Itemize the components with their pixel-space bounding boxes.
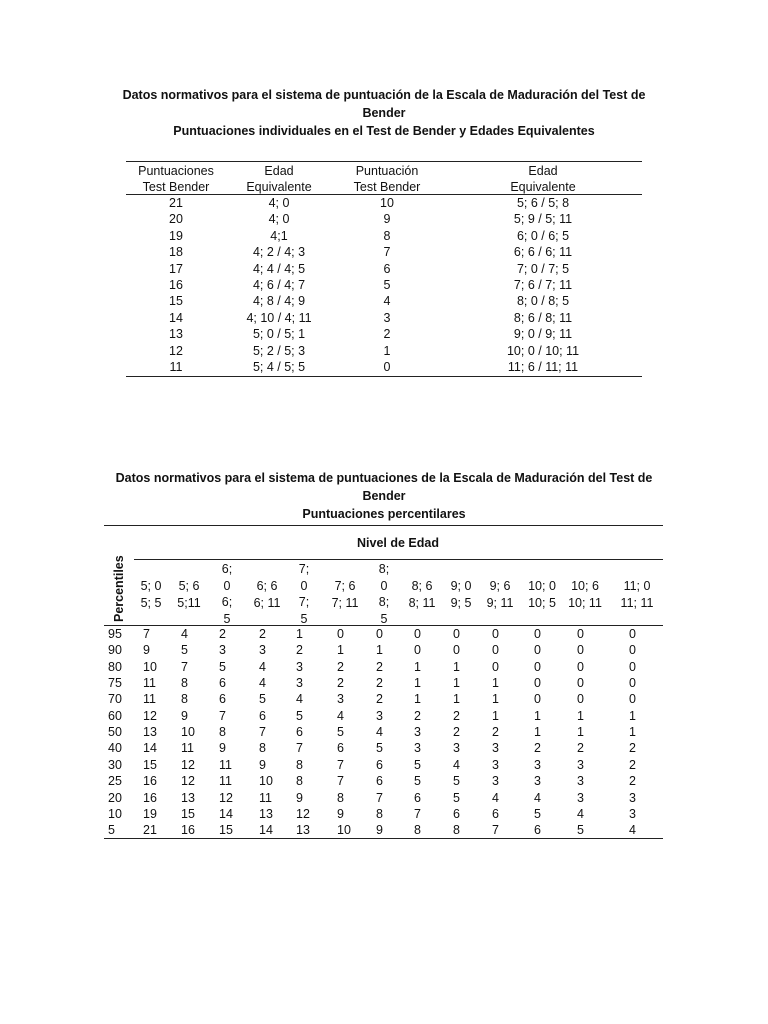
table2-percentile-cell: 70 bbox=[108, 692, 122, 707]
table2-cell: 8 bbox=[376, 806, 383, 821]
table2-cell: 4 bbox=[376, 725, 383, 740]
table2-title-line2: Bender bbox=[362, 489, 406, 503]
table2-cell: 4 bbox=[259, 659, 266, 674]
table1-cell: 4; 6 / 4; 7 bbox=[252, 278, 306, 292]
table2-cell: 2 bbox=[337, 676, 344, 691]
table1-cell: 9 bbox=[383, 212, 391, 227]
table2-cell: 1 bbox=[453, 676, 460, 691]
table2-cell: 7 bbox=[376, 790, 383, 805]
table2-cell: 1 bbox=[296, 627, 303, 641]
table2-cell: 1 bbox=[492, 708, 499, 723]
table2-cell: 7 bbox=[492, 823, 499, 838]
table2-cell: 5 bbox=[376, 741, 383, 756]
table1-cell: 4 bbox=[383, 294, 391, 309]
table2-cell: 10 bbox=[181, 725, 195, 740]
table2-cell: 2 bbox=[219, 627, 226, 641]
table2-cell: 0 bbox=[629, 627, 636, 641]
table2-age-header-col7-line4: 5 bbox=[380, 611, 388, 626]
table2-cell: 7 bbox=[337, 774, 344, 789]
table2-cell: 3 bbox=[492, 741, 499, 756]
table2-age-header-col3-line3: 6; bbox=[221, 595, 233, 609]
table1-cell: 20 bbox=[169, 212, 183, 227]
table2-age-header-col9-line2: 9; 5 bbox=[450, 595, 472, 610]
table2-percentile-cell: 10 bbox=[108, 806, 122, 821]
table1-cell: 11 bbox=[169, 360, 183, 374]
table2-age-header-col7-line1: 8; bbox=[378, 562, 390, 576]
table2-cell: 6 bbox=[296, 725, 303, 740]
table2-cell: 16 bbox=[143, 790, 157, 805]
table1-cell: 5; 6 / 5; 8 bbox=[516, 196, 570, 210]
table2-cell: 19 bbox=[143, 806, 157, 821]
table2-age-header-col4-line2: 6; 11 bbox=[253, 595, 281, 610]
table2-cell: 9 bbox=[296, 790, 303, 805]
table2-age-header-col1-line1: 5; 0 bbox=[140, 579, 162, 593]
table2-percentile-cell: 30 bbox=[108, 757, 122, 772]
table2-age-header-col9-line1: 9; 0 bbox=[450, 579, 472, 593]
table2-cell: 6 bbox=[492, 806, 499, 821]
table2-cell: 0 bbox=[414, 627, 421, 641]
table2-cell: 10 bbox=[143, 659, 157, 674]
table2-cell: 12 bbox=[143, 708, 157, 723]
table1-cell: 17 bbox=[169, 261, 183, 276]
table2-cell: 11 bbox=[143, 692, 156, 707]
table2-cell: 2 bbox=[492, 725, 499, 740]
table2-cell: 3 bbox=[577, 790, 584, 805]
table2-percentile-cell: 40 bbox=[108, 741, 122, 756]
table2-group-rule bbox=[134, 559, 663, 560]
table2-cell: 3 bbox=[296, 659, 303, 674]
table2-cell: 2 bbox=[453, 725, 460, 740]
table2-cell: 7 bbox=[259, 725, 266, 740]
table2-cell: 5 bbox=[414, 774, 421, 789]
table2-cell: 5 bbox=[259, 692, 266, 707]
table2-cell: 7 bbox=[181, 659, 188, 674]
table2-cell: 15 bbox=[181, 806, 195, 821]
table1-cell: 8; 6 / 8; 11 bbox=[513, 310, 573, 325]
table2-age-header-col6-line2: 7; 11 bbox=[331, 595, 359, 610]
table1-cell: 6; 0 / 6; 5 bbox=[516, 228, 570, 243]
table2-cell: 12 bbox=[296, 806, 310, 821]
table1-cell: 4; 0 bbox=[268, 196, 290, 210]
table2-cell: 16 bbox=[143, 774, 157, 789]
table2-cell: 5 bbox=[219, 659, 226, 674]
table2-age-header-col10-line1: 9; 6 bbox=[489, 579, 511, 593]
table1-cell: 4; 4 / 4; 5 bbox=[252, 261, 306, 276]
table2-cell: 1 bbox=[629, 708, 636, 723]
table2-cell: 1 bbox=[492, 692, 499, 707]
table2-cell: 3 bbox=[534, 774, 541, 789]
table2-cell: 13 bbox=[181, 790, 195, 805]
table2-top-rule bbox=[104, 525, 663, 526]
table2-percentiles-label: Percentiles bbox=[112, 555, 126, 622]
table2-age-header-col3-line2: 0 bbox=[223, 578, 231, 593]
table1-cell: 7 bbox=[383, 245, 391, 260]
table2-age-header-col11-line1: 10; 0 bbox=[528, 579, 556, 593]
table2-cell: 8 bbox=[337, 790, 344, 805]
table2-cell: 1 bbox=[453, 659, 460, 674]
table2-cell: 15 bbox=[219, 823, 233, 838]
table1-bottom-rule bbox=[126, 376, 642, 377]
table2-cell: 10 bbox=[337, 823, 351, 838]
table2-cell: 0 bbox=[492, 627, 499, 641]
table1-cell: 19 bbox=[169, 228, 183, 243]
table2-cell: 3 bbox=[219, 643, 226, 658]
table2-cell: 4 bbox=[296, 692, 303, 707]
table2-cell: 15 bbox=[143, 757, 157, 772]
table2-cell: 10 bbox=[259, 774, 273, 789]
table2-cell: 5 bbox=[296, 708, 303, 723]
table2-percentile-cell: 90 bbox=[108, 643, 122, 658]
table2-age-header-col2-line2: 5;11 bbox=[177, 595, 201, 610]
table2-cell: 1 bbox=[414, 676, 421, 691]
table2-title-line3: Puntuaciones percentilares bbox=[302, 507, 466, 521]
table1-header-col4-line2: Equivalente bbox=[510, 180, 576, 194]
table1-cell: 16 bbox=[169, 278, 183, 292]
table1-title-line1: Datos normativos para el sistema de puntuación de la Escala de Maduración del Test de bbox=[122, 88, 646, 102]
table2-cell: 6 bbox=[453, 806, 460, 821]
table2-cell: 6 bbox=[376, 774, 383, 789]
table2-cell: 9 bbox=[337, 806, 344, 821]
table2-cell: 3 bbox=[259, 643, 266, 658]
table2-age-header-col3-line4: 5 bbox=[223, 611, 231, 626]
table2-cell: 0 bbox=[534, 676, 541, 691]
table2-age-header-col5-line2: 0 bbox=[300, 578, 308, 593]
table2-percentile-cell: 25 bbox=[108, 774, 122, 789]
table2-age-header-col8-line1: 8; 6 bbox=[411, 579, 433, 593]
table1-cell: 8; 0 / 8; 5 bbox=[516, 294, 570, 309]
table2-cell: 13 bbox=[143, 725, 157, 740]
table2-cell: 2 bbox=[296, 643, 303, 658]
table2-cell: 0 bbox=[534, 627, 541, 641]
table2-age-header-col8-line2: 8; 11 bbox=[408, 595, 436, 610]
table2-title-line1: Datos normativos para el sistema de puntuaciones de la Escala de Maduración del Test de bbox=[115, 471, 653, 485]
table2-cell: 11 bbox=[219, 774, 232, 789]
table2-cell: 2 bbox=[534, 741, 541, 756]
table2-cell: 0 bbox=[534, 692, 541, 707]
table1-title-line2: Bender bbox=[362, 106, 406, 120]
table2-cell: 3 bbox=[534, 757, 541, 772]
table2-cell: 0 bbox=[629, 692, 636, 707]
table2-cell: 7 bbox=[337, 757, 344, 772]
table2-cell: 0 bbox=[492, 643, 499, 658]
table1-cell: 7; 0 / 7; 5 bbox=[516, 261, 570, 276]
table2-cell: 3 bbox=[414, 725, 421, 740]
table2-cell: 3 bbox=[453, 741, 460, 756]
table2-cell: 6 bbox=[376, 757, 383, 772]
table2-cell: 6 bbox=[219, 692, 226, 707]
table2-cell: 2 bbox=[453, 708, 460, 723]
table2-cell: 0 bbox=[414, 643, 421, 658]
table2-cell: 7 bbox=[414, 806, 421, 821]
table2-cell: 4 bbox=[453, 757, 460, 772]
table1-header-col1-line2: Test Bender bbox=[142, 180, 210, 194]
table1-title-line3: Puntuaciones individuales en el Test de Bender y Edades Equivalentes bbox=[173, 124, 595, 138]
table2-cell: 3 bbox=[629, 806, 636, 821]
table2-cell: 2 bbox=[376, 659, 383, 674]
table1-cell: 4; 10 / 4; 11 bbox=[246, 310, 312, 325]
table2-age-header-col3-line1: 6; bbox=[221, 562, 233, 576]
table2-percentile-cell: 80 bbox=[108, 659, 122, 674]
table2-cell: 0 bbox=[534, 659, 541, 674]
table2-cell: 5 bbox=[453, 790, 460, 805]
table2-cell: 1 bbox=[534, 725, 541, 740]
table2-age-header-col5-line4: 5 bbox=[300, 611, 308, 626]
table2-cell: 1 bbox=[534, 708, 541, 723]
table2-cell: 5 bbox=[337, 725, 344, 740]
table1-cell: 4; 8 / 4; 9 bbox=[252, 294, 306, 309]
table2-cell: 4 bbox=[629, 823, 636, 838]
table1-header-col3-line2: Test Bender bbox=[353, 180, 421, 194]
table2-cell: 5 bbox=[534, 806, 541, 821]
table2-cell: 8 bbox=[181, 692, 188, 707]
table2-cell: 1 bbox=[414, 659, 421, 674]
table2-cell: 1 bbox=[492, 676, 499, 691]
table2-age-header-col12-line1: 10; 6 bbox=[571, 579, 599, 593]
table2-cell: 12 bbox=[181, 757, 195, 772]
table1-cell: 11; 6 / 11; 11 bbox=[507, 360, 579, 374]
table2-cell: 0 bbox=[453, 643, 460, 658]
table2-cell: 6 bbox=[414, 790, 421, 805]
table2-age-header-col1-line2: 5; 5 bbox=[140, 595, 162, 610]
table2-cell: 9 bbox=[259, 757, 266, 772]
table2-age-header-col13-line2: 11; 11 bbox=[620, 595, 654, 610]
table2-cell: 4 bbox=[181, 627, 188, 641]
table2-cell: 11 bbox=[259, 790, 272, 805]
table2-cell: 2 bbox=[376, 676, 383, 691]
table1-cell: 5; 4 / 5; 5 bbox=[252, 360, 306, 374]
table2-cell: 4 bbox=[337, 708, 344, 723]
table2-percentile-cell: 75 bbox=[108, 676, 122, 691]
table2-cell: 3 bbox=[337, 692, 344, 707]
table2-cell: 2 bbox=[577, 741, 584, 756]
table2-cell: 11 bbox=[143, 676, 156, 691]
table2-age-header-col4-line1: 6; 6 bbox=[256, 579, 278, 593]
table1-header-col4-line1: Edad bbox=[528, 164, 558, 178]
table2-cell: 0 bbox=[337, 627, 344, 641]
table2-age-header-col6-line1: 7; 6 bbox=[334, 579, 356, 593]
table2-cell: 2 bbox=[629, 757, 636, 772]
table2-cell: 1 bbox=[376, 643, 383, 658]
table2-cell: 21 bbox=[143, 823, 157, 838]
table2-cell: 11 bbox=[181, 741, 194, 756]
table2-cell: 0 bbox=[629, 676, 636, 691]
table2-cell: 5 bbox=[414, 757, 421, 772]
table1-top-rule bbox=[126, 161, 642, 162]
table1-cell: 18 bbox=[169, 245, 183, 260]
table2-cell: 4 bbox=[534, 790, 541, 805]
table1-cell: 6; 6 / 6; 11 bbox=[513, 245, 573, 260]
table2-cell: 6 bbox=[534, 823, 541, 838]
table1-cell: 10; 0 / 10; 11 bbox=[506, 343, 580, 358]
table1-header-col3-line1: Puntuación bbox=[355, 164, 419, 178]
table1-cell: 4; 0 bbox=[268, 212, 290, 227]
table2-cell: 3 bbox=[414, 741, 421, 756]
table2-cell: 3 bbox=[376, 708, 383, 723]
table2-cell: 0 bbox=[577, 676, 584, 691]
table1-cell: 5; 2 / 5; 3 bbox=[252, 343, 306, 358]
table2-cell: 0 bbox=[376, 627, 383, 641]
table2-age-header-col13-line1: 11; 0 bbox=[623, 579, 651, 593]
table2-cell: 6 bbox=[219, 676, 226, 691]
table2-percentile-cell: 60 bbox=[108, 708, 122, 723]
table2-cell: 0 bbox=[629, 643, 636, 658]
table2-cell: 3 bbox=[629, 790, 636, 805]
table2-cell: 8 bbox=[259, 741, 266, 756]
table1-cell: 0 bbox=[383, 360, 391, 374]
table2-percentile-cell: 5 bbox=[108, 823, 115, 838]
table1-cell: 5; 0 / 5; 1 bbox=[252, 327, 306, 342]
table1-cell: 4; 2 / 4; 3 bbox=[252, 245, 306, 260]
table2-cell: 12 bbox=[181, 774, 195, 789]
table2-cell: 7 bbox=[143, 627, 150, 641]
table2-cell: 8 bbox=[296, 757, 303, 772]
table2-cell: 4 bbox=[492, 790, 499, 805]
table2-age-header-col2-line1: 5; 6 bbox=[178, 579, 200, 593]
table2-cell: 6 bbox=[337, 741, 344, 756]
table2-age-header-col7-line2: 0 bbox=[380, 578, 388, 593]
table2-cell: 13 bbox=[296, 823, 310, 838]
table2-percentile-cell: 95 bbox=[108, 627, 122, 641]
table1-cell: 8 bbox=[383, 228, 391, 243]
table1-header-col2-line1: Edad bbox=[264, 164, 294, 178]
table2-cell: 2 bbox=[337, 659, 344, 674]
table2-cell: 3 bbox=[492, 774, 499, 789]
table2-cell: 0 bbox=[492, 659, 499, 674]
table2-age-header-col10-line2: 9; 11 bbox=[486, 595, 514, 610]
table2-cell: 0 bbox=[453, 627, 460, 641]
table1-cell: 6 bbox=[383, 261, 391, 276]
table2-cell: 8 bbox=[414, 823, 421, 838]
table2-cell: 14 bbox=[259, 823, 273, 838]
table1-cell: 1 bbox=[383, 343, 391, 358]
table1-header-col1-line1: Puntuaciones bbox=[138, 164, 214, 178]
table1-cell: 21 bbox=[169, 196, 183, 210]
table2-cell: 6 bbox=[259, 708, 266, 723]
table1-cell: 5 bbox=[383, 278, 391, 292]
table2-cell: 4 bbox=[577, 806, 584, 821]
table2-cell: 1 bbox=[337, 643, 344, 658]
table2-cell: 0 bbox=[577, 659, 584, 674]
table2-cell: 1 bbox=[577, 708, 584, 723]
table2-cell: 0 bbox=[534, 643, 541, 658]
table1-header-col2-line2: Equivalente bbox=[246, 180, 312, 194]
table1-cell: 7; 6 / 7; 11 bbox=[513, 278, 573, 292]
table2-cell: 11 bbox=[219, 757, 232, 772]
table2-cell: 0 bbox=[577, 627, 584, 641]
table2-cell: 2 bbox=[629, 774, 636, 789]
table2-cell: 1 bbox=[453, 692, 460, 707]
table1-cell: 12 bbox=[169, 343, 183, 358]
table2-cell: 5 bbox=[181, 643, 188, 658]
table2-cell: 4 bbox=[259, 676, 266, 691]
table2-cell: 9 bbox=[181, 708, 188, 723]
table2-age-header-col5-line1: 7; bbox=[298, 562, 310, 576]
table2-cell: 2 bbox=[629, 741, 636, 756]
table2-cell: 1 bbox=[577, 725, 584, 740]
table2-cell: 8 bbox=[453, 823, 460, 838]
table1-cell: 4;1 bbox=[270, 228, 288, 243]
table2-cell: 2 bbox=[414, 708, 421, 723]
table2-cell: 7 bbox=[296, 741, 303, 756]
table1-cell: 2 bbox=[383, 327, 391, 342]
table2-cell: 0 bbox=[577, 692, 584, 707]
table2-cell: 8 bbox=[219, 725, 226, 740]
table2-cell: 12 bbox=[219, 790, 233, 805]
table2-cell: 14 bbox=[219, 806, 233, 821]
table2-percentile-cell: 20 bbox=[108, 790, 122, 805]
table2-age-header-col12-line2: 10; 11 bbox=[568, 595, 602, 610]
table2-cell: 1 bbox=[629, 725, 636, 740]
table2-cell: 9 bbox=[219, 741, 226, 756]
table1-cell: 14 bbox=[169, 310, 183, 325]
table2-cell: 3 bbox=[492, 757, 499, 772]
table2-cell: 3 bbox=[577, 757, 584, 772]
table2-group-header: Nivel de Edad bbox=[357, 536, 439, 550]
table2-age-header-col11-line2: 10; 5 bbox=[528, 595, 556, 610]
table2-cell: 0 bbox=[577, 643, 584, 658]
table2-percentile-cell: 50 bbox=[108, 725, 122, 740]
table2-age-header-col5-line3: 7; bbox=[298, 595, 310, 609]
table2-cell: 8 bbox=[181, 676, 188, 691]
table1-cell: 9; 0 / 9; 11 bbox=[513, 327, 573, 342]
table1-cell: 13 bbox=[169, 327, 183, 342]
table2-cell: 1 bbox=[414, 692, 421, 707]
table2-cell: 5 bbox=[577, 823, 584, 838]
table2-cell: 3 bbox=[296, 676, 303, 691]
table2-cell: 0 bbox=[629, 659, 636, 674]
table2-cell: 13 bbox=[259, 806, 273, 821]
table2-cell: 8 bbox=[296, 774, 303, 789]
table2-cell: 5 bbox=[453, 774, 460, 789]
table2-cell: 2 bbox=[376, 692, 383, 707]
table2-cell: 16 bbox=[181, 823, 195, 838]
table1-cell: 3 bbox=[383, 310, 391, 325]
table2-cell: 9 bbox=[143, 643, 150, 658]
table1-cell: 15 bbox=[169, 294, 183, 309]
table1-cell: 5; 9 / 5; 11 bbox=[513, 212, 573, 227]
table1-cell: 10 bbox=[380, 196, 394, 210]
table2-age-header-col7-line3: 8; bbox=[378, 595, 390, 609]
table2-cell: 7 bbox=[219, 708, 226, 723]
table2-cell: 3 bbox=[577, 774, 584, 789]
table2-cell: 9 bbox=[376, 823, 383, 838]
table2-cell: 14 bbox=[143, 741, 157, 756]
table2-cell: 2 bbox=[259, 627, 266, 641]
